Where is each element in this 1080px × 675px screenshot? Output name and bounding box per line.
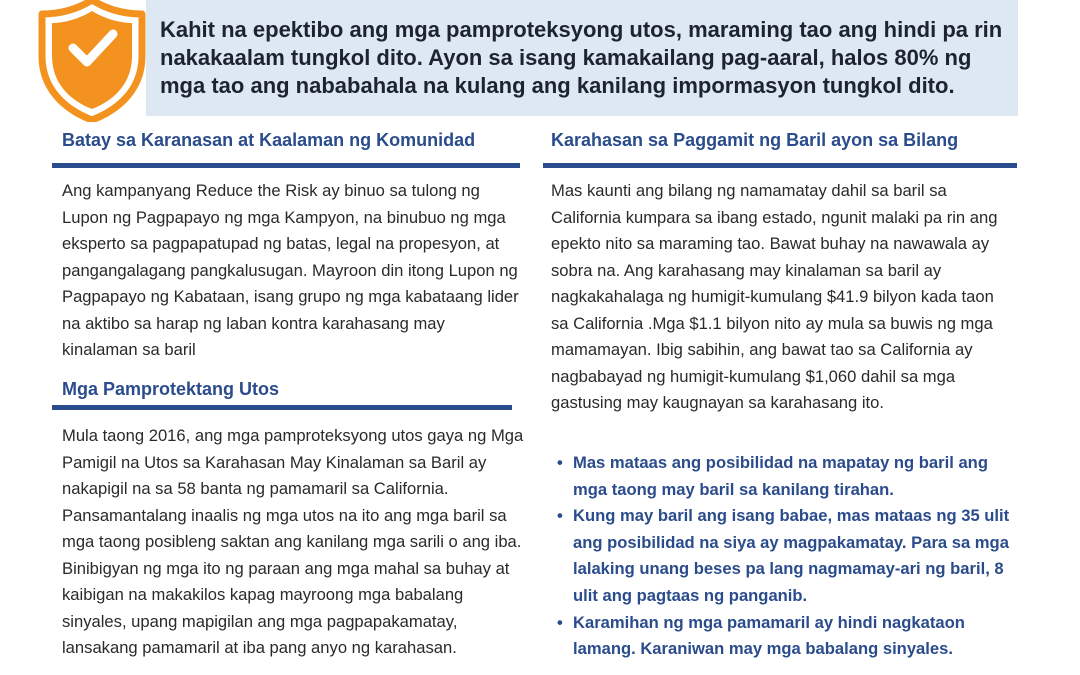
section-divider — [543, 163, 1017, 168]
list-item-text: Karamihan ng mga pamamaril ay hindi nagkataon lamang. Karaniwan may mga babalang sinyales. — [573, 612, 965, 659]
list-item-text: Kung may baril ang isang babae, mas mataas ng 35 ulit ang posibilidad na siya ay magpakamatay. Para sa mga lalaking unang beses pa lang nagmamay-ari ng baril, 8 ulit ang pagtaas ng panganib. — [573, 506, 1010, 605]
bullet-icon: • — [557, 453, 563, 472]
intro-banner — [146, 0, 1018, 116]
section-heading-community: Batay sa Karanasan at Kaalaman ng Komunidad — [62, 130, 476, 150]
bullet-icon: • — [557, 506, 563, 526]
risk-facts-list — [555, 450, 1015, 663]
section-body-gun-violence: Mas kaunti ang bilang ng namamatay dahil sa baril sa California kumpara sa ibang estado, ngunit malaki pa rin ang epekto nito sa maraming tao. Bawat buhay na nawawala ay sobra na. Ang karahasang may kinalaman sa baril ay nagkakahalaga ng humigit-kumulang $41.9 bilyon kada taon sa California .Mga $1.1 bilyon nito ay mula sa buwis ng mga mamamayan. Ibig sabihin, ang bawat tao sa California ay nagbabayad ng humigit-kumulang $1,060 dahil sa mga gastusing may kaugnayan sa karahasang ito. — [551, 181, 998, 412]
section-heading-protective-orders: Mga Pamprotektang Utos — [62, 379, 280, 399]
section-divider — [52, 405, 512, 410]
section-body-community: Ang kampanyang Reduce the Risk ay binuo sa tulong ng Lupon ng Pagpapayo ng mga Kampyon, na binubuo ng mga eksperto sa pagpapatupad ng batas, legal na propesyon, at pangangalagang pangkalusugan. Mayroon din itong Lupon ng Pagpapayo ng Kabataan, isang grupo ng mga kabataang lider na aktibo sa harap ng laban kontra karahasang may kinalaman sa baril — [62, 181, 519, 359]
section-heading-gun-violence: Karahasan sa Paggamit ng Baril ayon sa Bilang — [551, 130, 959, 150]
bullet-icon: • — [557, 612, 563, 632]
section-body-protective-orders: Mula taong 2016, ang mga pamproteksyong utos gaya ng Mga Pamigil na Utos sa Karahasan May Kinalaman sa Baril ay nakapigil na sa 58 banta ng pamamaril sa California. Pansamantalang inaalis ng mga utos na ito ang mga baril sa mga taong posibleng saktan ang kanilang mga sarili o ang iba. Binibigyan ng mga ito ng paraan ang mga mahal sa buhay at kaibigan na makakilos kapag mayroong mga babalang sinyales, upang mapigilan ang mga pagpapakamatay, lansakang pamamaril at iba pang anyo ng karahasan. — [62, 426, 524, 657]
list-item-text: Mas mataas ang posibilidad na mapatay ng baril ang mga taong may baril sa kanilang tirahan. — [573, 453, 988, 499]
intro-banner-text: Kahit na epektibo ang mga pamproteksyong utos, maraming tao ang hindi pa rin nakakaalam tungkol dito. Ayon sa isang kamakailang pag-aaral, halos 80% ng mga tao ang nababahala na kulang ang kanilang impormasyon tungkol dito. — [160, 17, 1003, 98]
list-item — [555, 503, 1015, 609]
list-item — [555, 450, 1015, 503]
list-item — [555, 610, 1015, 663]
section-divider — [52, 163, 520, 168]
shield-check-icon — [36, 0, 148, 122]
